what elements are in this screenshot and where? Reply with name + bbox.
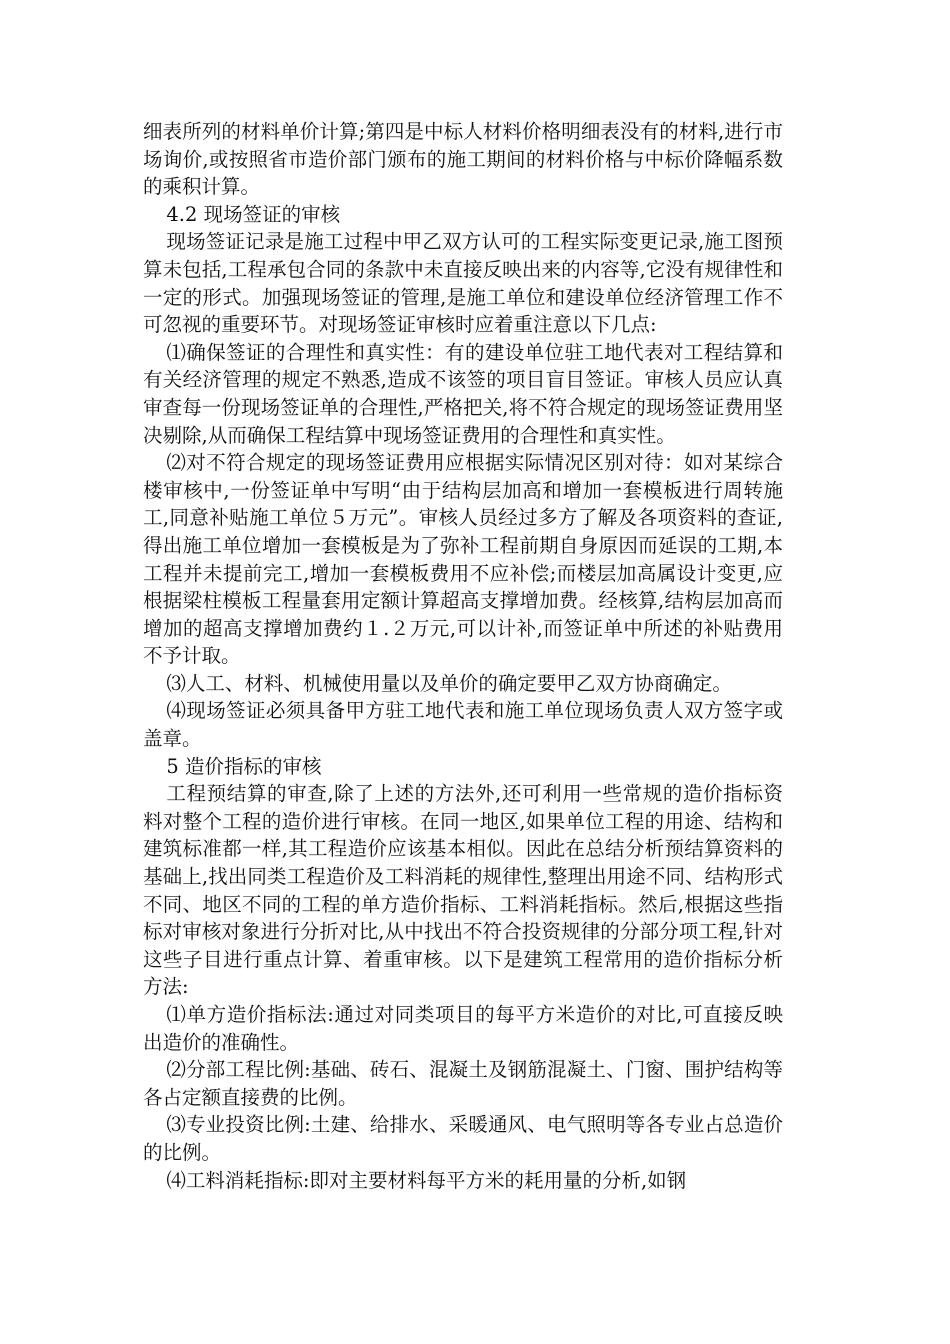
list-item-5-3: ⑶专业投资比例:土建、给排水、采暖通风、电气照明等各专业占总造价的比例。 — [143, 1113, 783, 1164]
list-item-4-2-2: ⑵对不符合规定的现场签证费用应根据实际情况区别对待：如对某综合楼审核中,一份签证单中写明“由于结构层加高和增加一套模板进行周转施工,同意补贴施工单位５万元”。审核人员经过多方了解及各项资料的查证,得出施工单位增加一套模板是为了弥补工程前期自身原因而延误的工期,本工程并未提前完工,增加一套模板费用不应补偿;而楼层加高属设计变更,应根据梁柱模板工程量套用定额计算超高支撑增加费。经核算,结构层加高而增加的超高支撑增加费约１.２万元,可以计补,而签证单中所述的补贴费用不予计取。 — [143, 451, 783, 668]
section-heading-5: 5 造价指标的审核 — [166, 754, 322, 778]
list-item-4-2-1: ⑴确保签证的合理性和真实性：有的建设单位驻工地代表对工程结算和有关经济管理的规定不熟悉,造成不该签的项目盲目签证。审核人员应认真审查每一份现场签证单的合理性,严格把关,将不符合规定的现场签证费用坚决剔除,从而确保工程结算中现场签证费用的合理性和真实性。 — [143, 340, 783, 447]
list-item-5-4: ⑷工料消耗指标:即对主要材料每平方米的耗用量的分析,如钢 — [166, 1168, 687, 1192]
list-item-5-2: ⑵分部工程比例:基础、砖石、混凝土及钢筋混凝土、门窗、围护结构等各占定额直接费的比例。 — [143, 1058, 783, 1109]
list-item-4-2-3: ⑶人工、材料、机械使用量以及单价的确定要甲乙双方协商确定。 — [166, 671, 732, 695]
paragraph-continued: 细表所列的材料单价计算;第四是中标人材料价格明细表没有的材料,进行市场询价,或按照省市造价部门颁布的施工期间的材料价格与中标价降幅系数的乘积计算。 — [143, 120, 783, 199]
paragraph-4-2-intro: 现场签证记录是施工过程中甲乙双方认可的工程实际变更记录,施工图预算未包括,工程承包合同的条款中未直接反映出来的内容等,它没有规律性和一定的形式。加强现场签证的管理,是施工单位和建设单位经济管理工作不可忽视的重要环节。对现场签证审核时应着重注意以下几点: — [143, 230, 783, 337]
list-item-5-1: ⑴单方造价指标法:通过对同类项目的每平方米造价的对比,可直接反映出造价的准确性。 — [143, 1003, 783, 1054]
document-page — [143, 118, 783, 1194]
section-heading-4-2: 4.2 现场签证的审核 — [166, 202, 341, 226]
paragraph-5-intro: 工程预结算的审查,除了上述的方法外,还可利用一些常规的造价指标资料对整个工程的造价进行审核。在同一地区,如果单位工程的用途、结构和建筑标准都一样,其工程造价应该基本相似。因此在总结分析预结算资料的基础上,找出同类工程造价及工料消耗的规律性,整理出用途不同、结构形式不同、地区不同的工程的单方造价指标、工料消耗指标。然后,根据这些指标对审核对象进行分折对比,从中找出不符合投资规律的分部分项工程,针对这些子目进行重点计算、着重审核。以下是建筑工程常用的造价指标分析方法: — [143, 782, 783, 999]
list-item-4-2-4: ⑷现场签证必须具备甲方驻工地代表和施工单位现场负责人双方签字或盖章。 — [143, 699, 783, 751]
